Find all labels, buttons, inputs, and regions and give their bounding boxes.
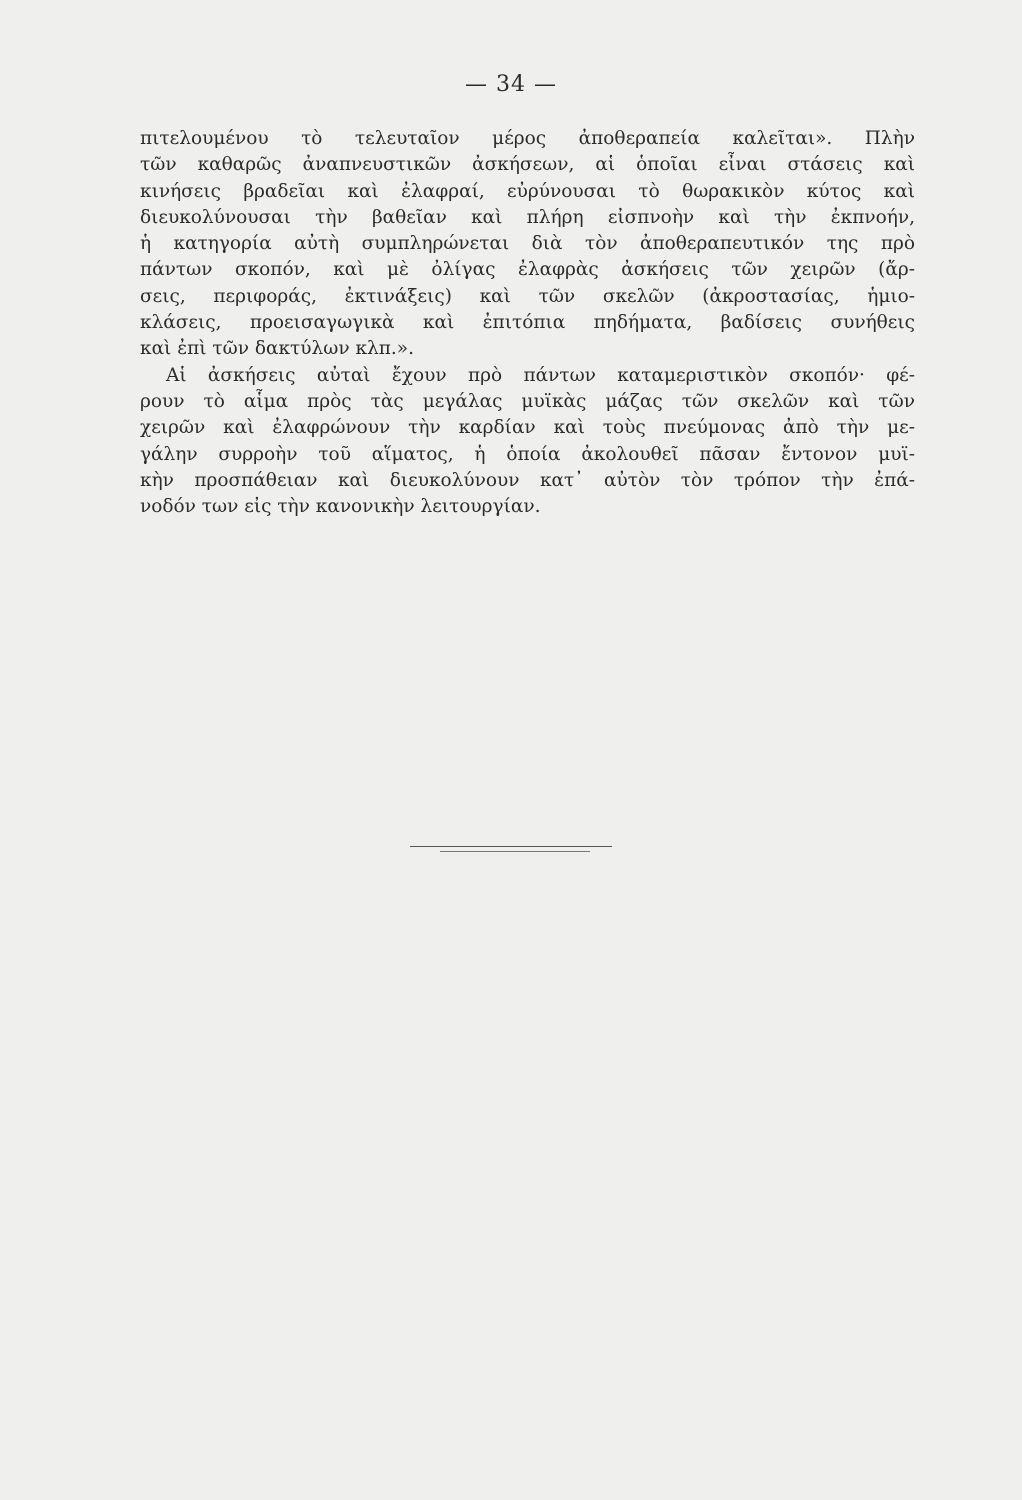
page-number: — 34 — <box>465 72 557 97</box>
text-line: καὶ ἐπὶ τῶν δακτύλων κλπ.». <box>140 338 414 360</box>
body-text <box>140 126 915 520</box>
paragraph-1 <box>140 126 915 363</box>
section-divider-inner <box>440 851 590 852</box>
text-line: κλάσεις, προεισαγωγικὰ καὶ ἐπιτόπια πηδήματα, βαδίσεις συνήθεις <box>140 312 915 334</box>
text-line: γάλην συρροὴν τοῦ αἵματος, ἡ ὁποία ἀκολουθεῖ πᾶσαν ἔντονον μυϊ- <box>140 443 915 465</box>
text-line: διευκολύνουσαι τὴν βαθεῖαν καὶ πλήρη εἰσπνοὴν καὶ τὴν ἐκπνοήν, <box>140 206 915 228</box>
section-divider <box>410 846 612 847</box>
text-line: ρουν τὸ αἷμα πρὸς τὰς μεγάλας μυϊκὰς μάζας τῶν σκελῶν καὶ τῶν <box>140 390 915 412</box>
text-line: πάντων σκοπόν, καὶ μὲ ὀλίγας ἐλαφρὰς ἀσκήσεις τῶν χειρῶν (ἄρ- <box>140 259 915 281</box>
text-line: τῶν καθαρῶς ἀναπνευστικῶν ἀσκήσεων, αἱ ὁποῖαι εἶναι στάσεις καὶ <box>140 154 915 176</box>
text-line: χειρῶν καὶ ἐλαφρώνουν τὴν καρδίαν καὶ τοὺς πνεύμονας ἀπὸ τὴν με- <box>140 417 915 439</box>
text-line: κινήσεις βραδεῖαι καὶ ἐλαφραί, εὐρύνουσαι τὸ θωρακικὸν κύτος καὶ <box>140 180 915 202</box>
text-line: Αἱ ἀσκήσεις αὐταὶ ἔχουν πρὸ πάντων καταμεριστικὸν σκοπόν· φέ- <box>166 364 915 386</box>
text-line: ἡ κατηγορία αὐτὴ συμπληρώνεται διὰ τὸν ἀποθεραπευτικόν της πρὸ <box>140 233 915 255</box>
text-line: νοδόν των εἰς τὴν κανονικὴν λειτουργίαν. <box>140 496 541 518</box>
text-line: κὴν προσπάθειαν καὶ διευκολύνουν κατ᾿ αὐτὸν τὸν τρόπον τὴν ἐπά- <box>140 469 915 491</box>
text-line: σεις, περιφοράς, ἐκτινάξεις) καὶ τῶν σκελῶν (ἀκροστασίας, ἡμιο- <box>140 285 915 307</box>
text-line: πιτελουμένου τὸ τελευταῖον μέρος ἀποθεραπεία καλεῖται». Πλὴν <box>140 128 915 149</box>
paragraph-2 <box>140 363 915 521</box>
